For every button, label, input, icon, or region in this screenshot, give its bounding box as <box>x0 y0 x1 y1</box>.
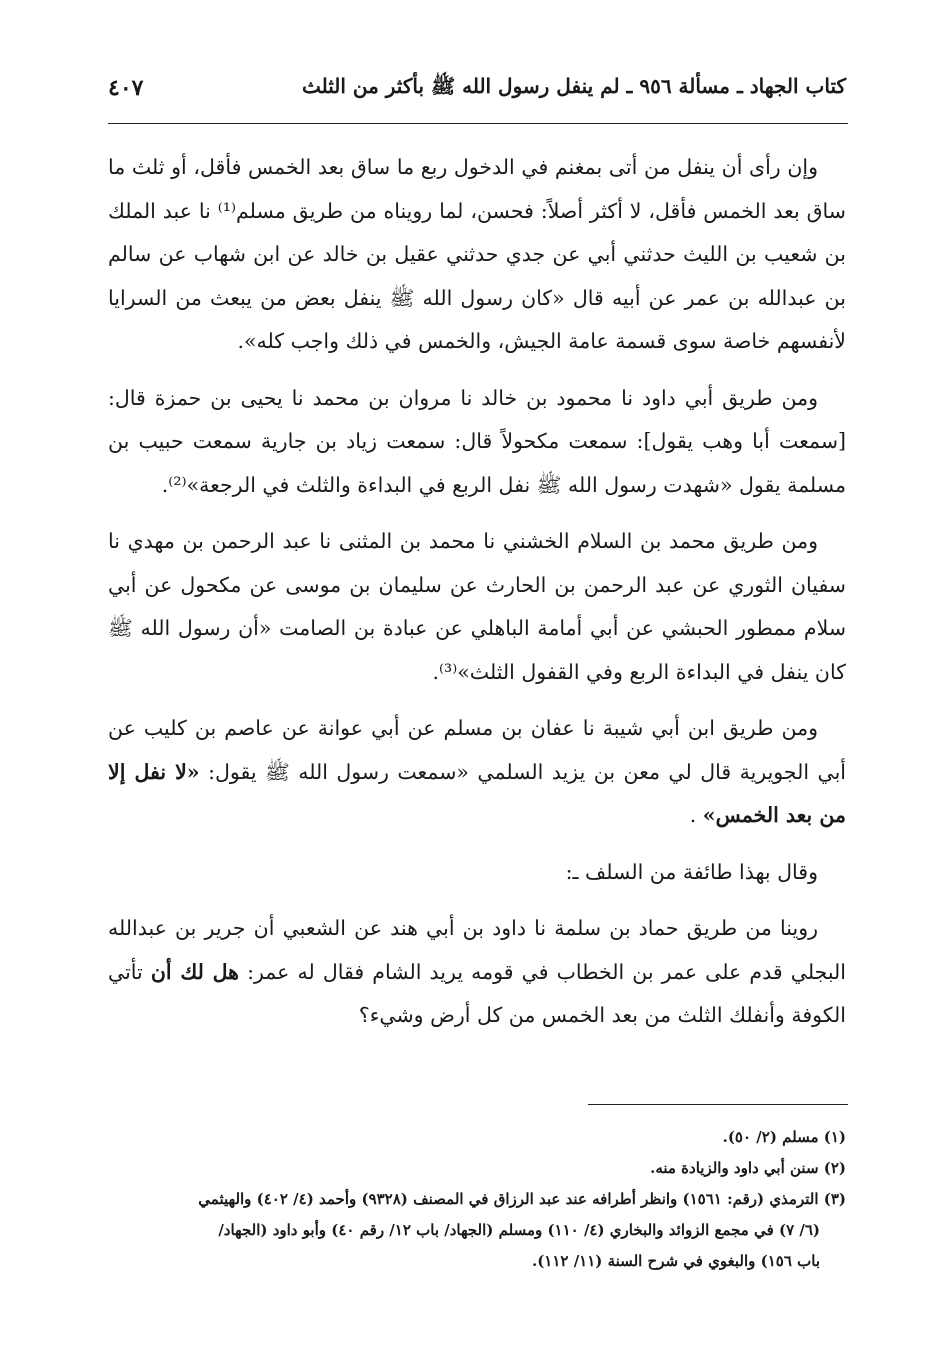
paragraph-text: وقال بهذا طائفة من السلف ـ: <box>565 859 818 884</box>
footnote-2: (٢) سنن أبي داود والزيادة منه. <box>650 1159 846 1177</box>
page-number: ٤٠٧ <box>108 75 144 101</box>
running-title: كتاب الجهاد ـ مسألة ٩٥٦ ـ لم ينفل رسول الله ﷺ بأكثر من الثلث <box>301 73 846 98</box>
footnote-divider <box>588 1104 848 1105</box>
paragraph-4 <box>108 707 846 838</box>
paragraph-text: ومن طريق محمد بن السلام الخشني نا محمد بن المثنى نا عبد الرحمن بن مهدي نا سفيان الثوري عن عبد الرحمن بن الحارث عن سليمان بن موسى عن مكحول عن أبي سلام ممطور الحبشي عن أبي أمامة الباهلي عن عبادة بن الصامت «أن رسول الله ﷺ كان ينفل في البداءة الربع وفي القفول الثلث»⁽³⁾. <box>108 529 846 684</box>
footnote-3-continued: باب ١٥٦) والبغوي في شرح السنة (١١/ ١١٢). <box>531 1252 820 1270</box>
footnote-1: (١) مسلم (٢/ ٥٠). <box>722 1128 846 1146</box>
header-divider <box>108 123 848 124</box>
paragraph-1 <box>108 146 846 364</box>
page-header <box>108 68 846 108</box>
bold-quote: هل لك أن <box>150 959 239 984</box>
footnote-3: (٣) الترمذي (رقم: ١٥٦١) وانظر أطرافه عند عبد الرزاق في المصنف (٩٣٢٨) وأحمد (٤/ ٤٠٢) والهيثمي <box>198 1190 846 1208</box>
paragraph-text: ومن طريق ابن أبي شيبة نا عفان بن مسلم عن أبي عوانة عن عاصم بن كليب عن أبي الجويرية قال لي معن بن يزيد السلمي «سمعت رسول الله ﷺ يقول: <box>108 716 846 784</box>
paragraph-tail: تأتي الكوفة وأنفلك الثلث من بعد الخمس من كل أرض وشيء؟ <box>108 959 846 1027</box>
bold-quote: «لا نفل إلا من بعد الخمس» <box>108 759 846 827</box>
paragraph-text: روينا من طريق حماد بن سلمة نا داود بن أبي هند عن الشعبي أن جرير بن عبدالله البجلي قدم على عمر بن الخطاب في قومه يريد الشام فقال له عمر: <box>108 916 846 984</box>
paragraph-text: وإن رأى أن ينفل من أتى بمغنم في الدخول ربع ما ساق بعد الخمس فأقل، أو ثلث ما ساق بعد الخمس فأقل، لا أكثر أصلاً: فحسن، لما رويناه من طريق مسلم⁽¹⁾ نا عبد الملك بن شعيب بن الليث حدثني أبي عن جدي حدثني عقيل بن خالد عن ابن شهاب عن سالم بن عبدالله بن عمر عن أبيه قال «كان رسول الله ﷺ ينفل بعض من يبعث من السرايا لأنفسهم خاصة سوى قسمة عامة الجيش، والخمس في ذلك واجب كله». <box>108 155 846 353</box>
paragraph-5 <box>108 851 846 895</box>
paragraph-tail: . <box>689 803 697 827</box>
paragraph-6 <box>108 907 846 1038</box>
paragraph-2 <box>108 377 846 508</box>
main-text <box>108 146 846 1051</box>
footnotes <box>108 1122 846 1277</box>
paragraph-3 <box>108 520 846 694</box>
footnote-3-continued: (٦/ ٧) في مجمع الزوائد والبخاري (٤/ ١١٠) ومسلم (الجهاد/ باب ١٢/ رقم ٤٠) وأبو داود (الجهاد/ <box>218 1221 820 1239</box>
paragraph-text: ومن طريق أبي داود نا محمود بن خالد نا مروان بن محمد نا يحيى بن حمزة قال: [سمعت أبا وهب يقول]: سمعت مكحولاً قال: سمعت زياد بن جارية سمعت حبيب بن مسلمة يقول «شهدت رسول الله ﷺ نفل الربع في البداءة والثلث في الرجعة»⁽²⁾. <box>108 385 846 497</box>
